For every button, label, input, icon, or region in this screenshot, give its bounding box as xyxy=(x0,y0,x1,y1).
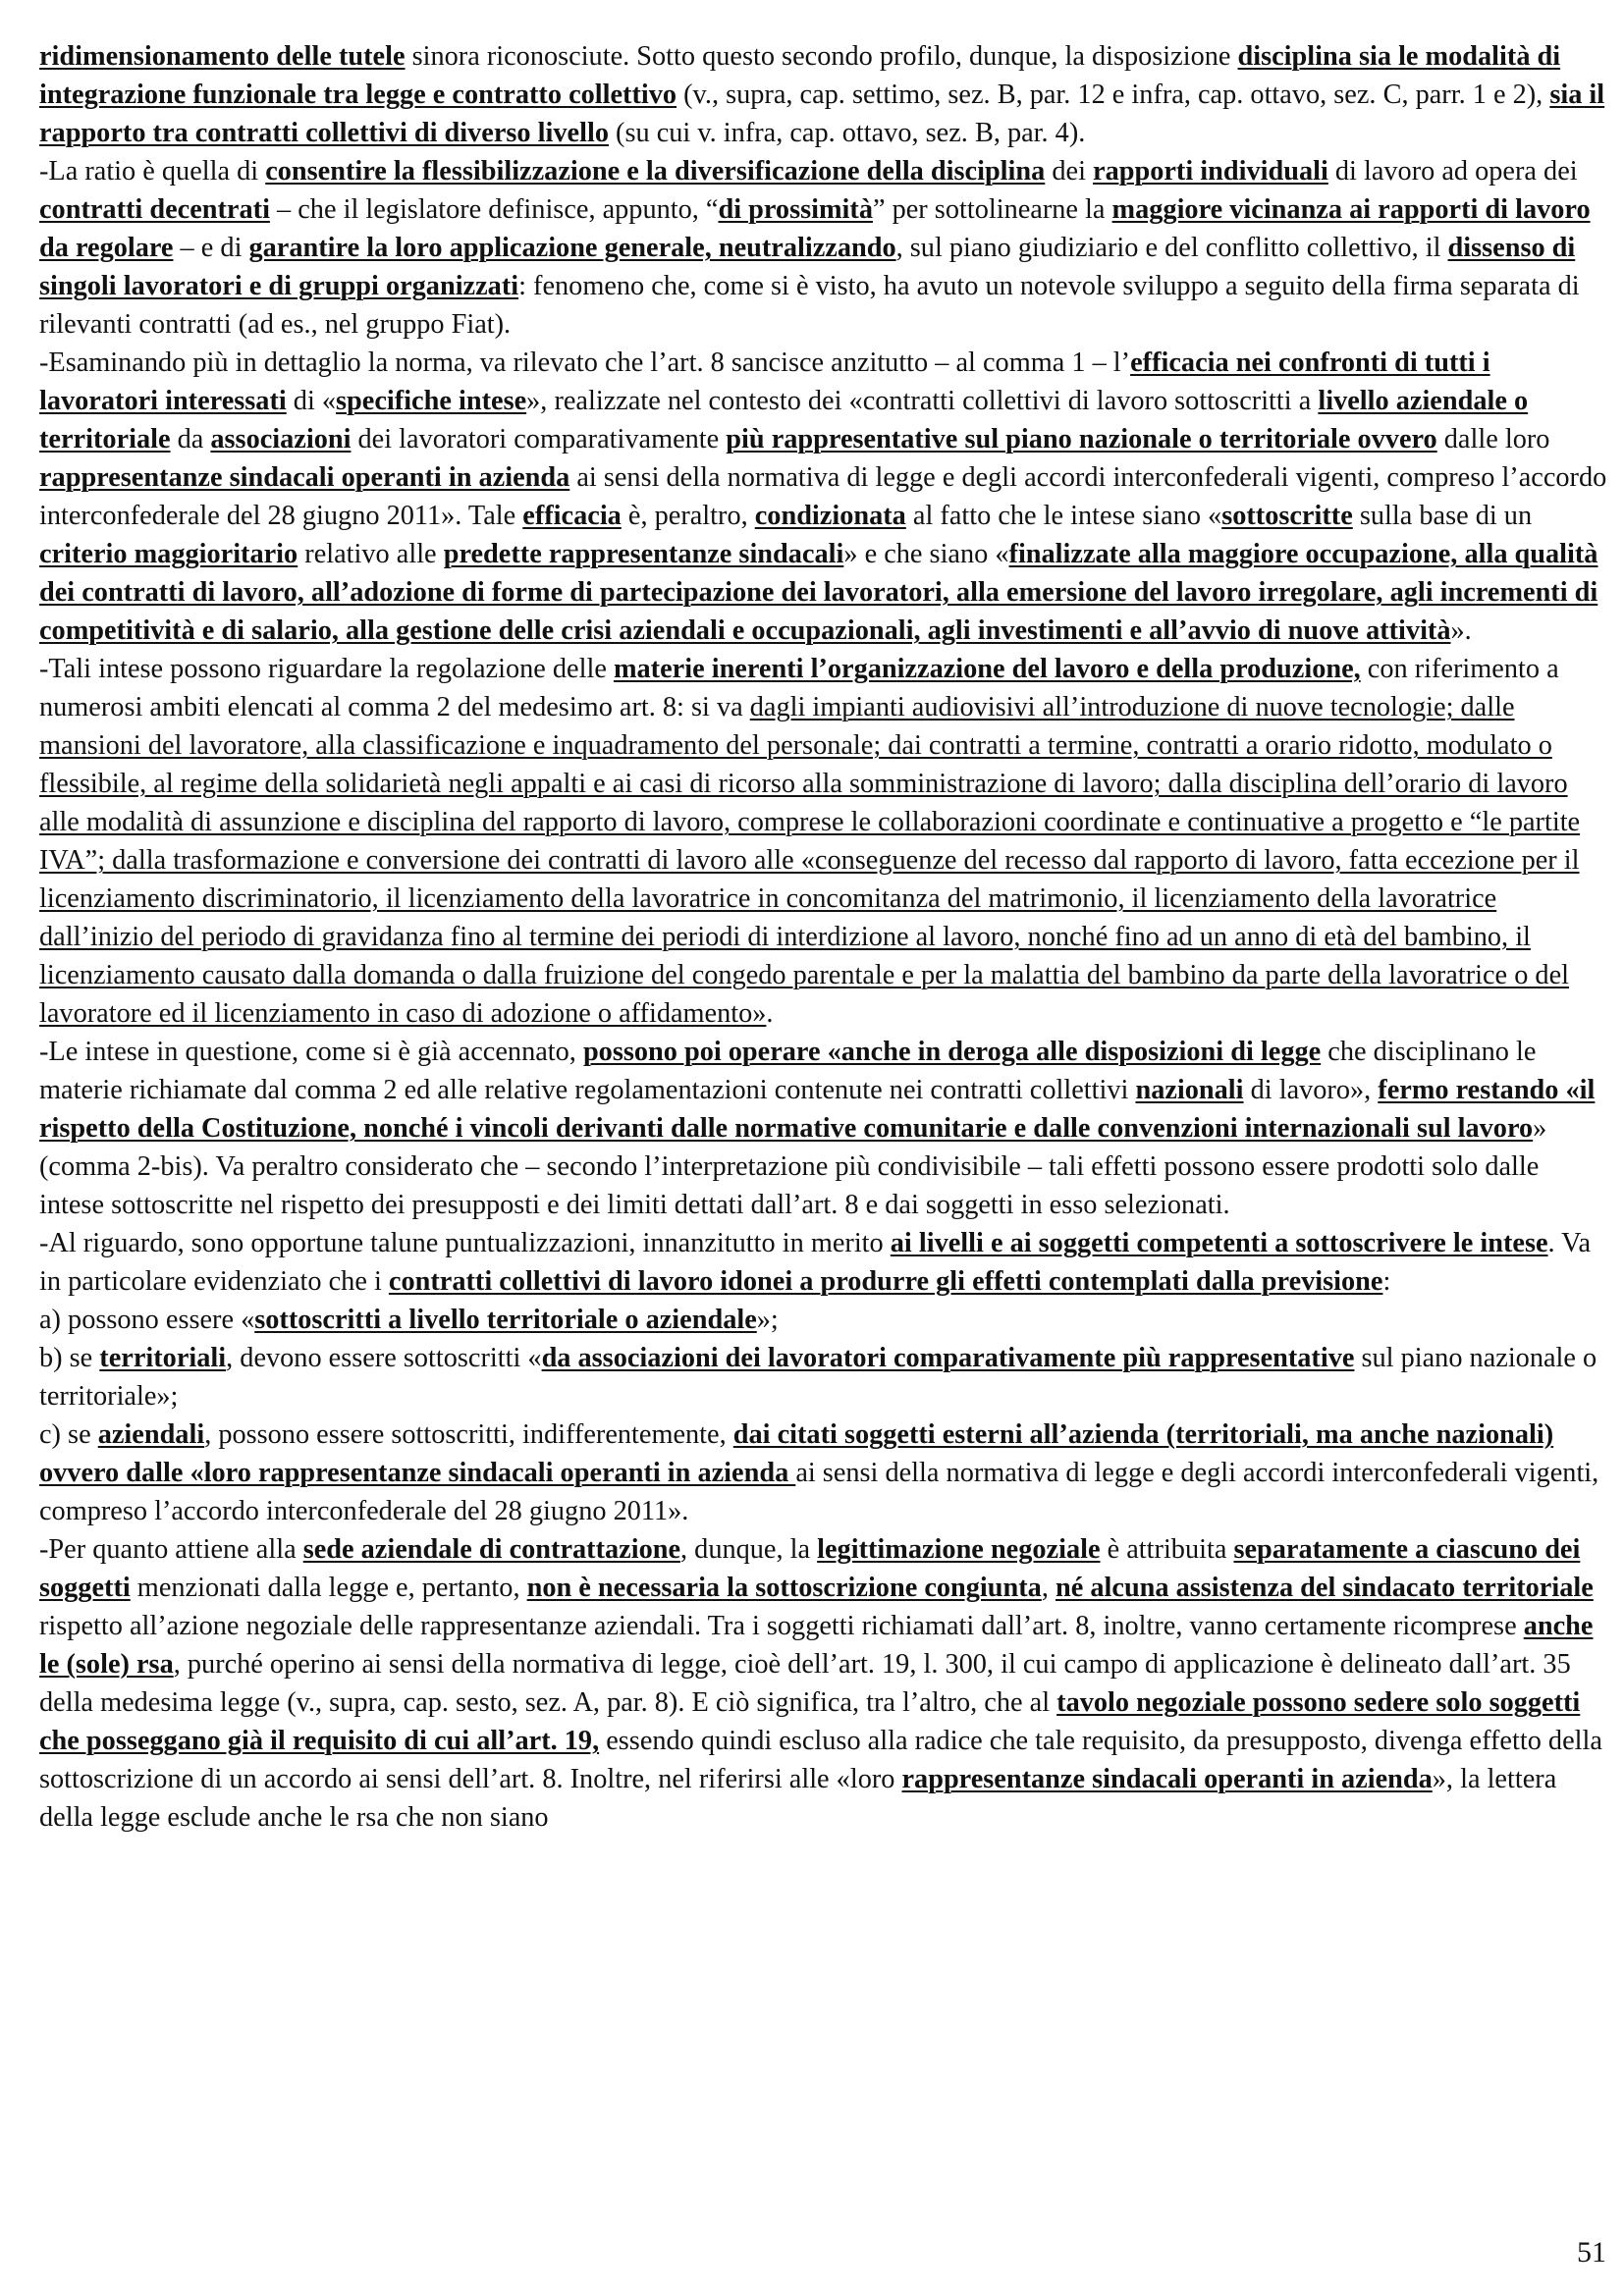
body-text: – e di xyxy=(173,233,249,263)
emphasis-text: separatamente a ciascuno dei soggetti xyxy=(39,1534,1581,1603)
body-text: dei xyxy=(1045,156,1094,187)
body-text: , devono essere sottoscritti « xyxy=(226,1343,542,1373)
body-text: ». xyxy=(1450,615,1472,646)
body-text: : fenomeno che, come si è visto, ha avuto un notevole sviluppo a seguito della firma separata di rilevanti contratti (ad es., nel gruppo Fiat). xyxy=(39,271,1580,340)
paragraph xyxy=(39,152,1608,344)
body-text: ai sensi della normativa di legge e degli accordi interconfederali vigenti, compreso l’accordo interconfederale del 28 giugno 2011». Tale xyxy=(39,462,1607,531)
body-text: dei lavoratori comparativamente xyxy=(351,424,727,454)
body-text: essendo quindi escluso alla radice che tale requisito, da presupposto, divenga effetto della sottoscrizione di un accordo ai sensi dell’art. 8. Inoltre, nel riferirsi alle «loro xyxy=(39,1726,1602,1794)
emphasis-text: rappresentanze sindacali operanti in azienda xyxy=(39,462,570,493)
body-text: (su cui v. infra, cap. ottavo, sez. B, par. 4). xyxy=(608,118,1086,148)
emphasis-text: dissenso di singoli lavoratori e di gruppi organizzati xyxy=(39,233,1576,301)
list-item xyxy=(39,1339,1608,1415)
body-text: è, peraltro, xyxy=(621,501,755,531)
paragraph xyxy=(39,344,1608,650)
paragraph xyxy=(39,37,1608,152)
emphasis-text: rapporti individuali xyxy=(1093,156,1328,187)
emphasis-text: sottoscritte xyxy=(1221,501,1353,531)
emphasis-text: garantire la loro applicazione generale, neutralizzando xyxy=(248,233,896,263)
page-number: 51 xyxy=(1577,2236,1606,2269)
emphasis-text: ai livelli e ai soggetti competenti a sottoscrivere le intese xyxy=(890,1228,1548,1258)
emphasis-text: disciplina sia le modalità di integrazione funzionale tra legge e contratto collettivo xyxy=(39,41,1561,110)
emphasis-text: non è necessaria la sottoscrizione congiunta xyxy=(526,1573,1042,1603)
body-text: -Tali intese possono riguardare la regolazione delle xyxy=(39,654,614,684)
body-text: sulla base di un xyxy=(1352,501,1533,531)
list-item xyxy=(39,1415,1608,1530)
body-text: relativo alle xyxy=(298,539,444,569)
emphasis-text: sia il rapporto tra contratti collettivi di diverso livello xyxy=(39,80,1605,148)
emphasis-text: da associazioni dei lavoratori comparativamente più rappresentative xyxy=(541,1343,1355,1373)
body-text: – che il legislatore definisce, appunto, “ xyxy=(269,194,719,225)
emphasis-text: dai citati soggetti esterni all’azienda (territoriali, ma anche nazionali) ovvero dalle «loro rappresentanze sindacali operanti in azienda xyxy=(39,1419,1554,1488)
body-text: c) se xyxy=(39,1419,98,1450)
emphasis-text: criterio maggioritario xyxy=(39,539,298,569)
emphasis-text: maggiore vicinanza ai rapporti di lavoro da regolare xyxy=(39,194,1591,263)
emphasis-text: fermo restando «il rispetto della Costituzione, nonché i vincoli derivanti dalle normative comunitarie e dalle convenzioni internazionali sul lavoro xyxy=(39,1075,1596,1144)
body-text: al fatto che le intese siano « xyxy=(905,501,1222,531)
emphasis-text: territoriali xyxy=(99,1343,227,1373)
body-text: » e che siano « xyxy=(843,539,1009,569)
list-item xyxy=(39,1301,1608,1339)
body-text: , possono essere sottoscritti, indifferentemente, xyxy=(204,1419,733,1450)
body-text: di lavoro», xyxy=(1243,1075,1379,1105)
body-text: -La ratio è quella di xyxy=(39,156,266,187)
emphasis-text: ridimensionamento delle tutele xyxy=(39,41,406,72)
emphasis-text: sede aziendale di contrattazione xyxy=(302,1534,681,1565)
emphasis-text: aziendali xyxy=(97,1419,205,1450)
body-text: menzionati dalla legge e, pertanto, xyxy=(130,1573,527,1603)
body-text: , sul piano giudiziario e del conflitto collettivo, il xyxy=(895,233,1448,263)
body-text: a) possono essere « xyxy=(39,1305,255,1335)
body-text: è attribuita xyxy=(1100,1534,1234,1565)
body-text: . Va in particolare evidenziato che i xyxy=(39,1228,1592,1297)
body-text: », realizzate nel contesto dei «contratti collettivi di lavoro sottoscritti a xyxy=(526,386,1319,416)
body-text: ai sensi della normativa di legge e degli accordi interconfederali vigenti, compreso l’accordo interconfederale del 28 giugno 2011». xyxy=(39,1458,1599,1526)
body-text: , xyxy=(1041,1573,1056,1603)
body-text: » (comma 2-bis). Va peraltro considerato che – secondo l’interpretazione più condivisibile – tali effetti possono essere prodotti solo dalle intese sottoscritte nel rispetto dei presupposti e dei limiti dettati dall’art. 8 e dai soggetti in esso selezionati. xyxy=(39,1113,1547,1220)
emphasis-text: rappresentanze sindacali operanti in azienda xyxy=(901,1764,1433,1794)
emphasis-text: tavolo negoziale possono sedere solo soggetti che posseggano già il requisito di cui all’art. 19, xyxy=(39,1687,1581,1756)
body-text: (v., supra, cap. settimo, sez. B, par. 12 e infra, cap. ottavo, sez. C, parr. 1 e 2), xyxy=(677,80,1550,110)
body-text: rispetto all’azione negoziale delle rappresentanze aziendali. Tra i soggetti richiamati dall’art. 8, inoltre, vanno certamente ricomprese xyxy=(39,1611,1524,1641)
document-page xyxy=(39,37,1608,1837)
emphasis-text: efficacia nei confronti di tutti i lavoratori interessati xyxy=(39,347,1490,416)
body-text: -Per quanto attiene alla xyxy=(39,1534,303,1565)
body-text: da xyxy=(170,424,211,454)
emphasis-text: efficacia xyxy=(522,501,622,531)
emphasis-text: specifiche intese xyxy=(336,386,527,416)
emphasis-text: materie inerenti l’organizzazione del lavoro e della produzione, xyxy=(613,654,1361,684)
body-text: b) se xyxy=(39,1343,100,1373)
emphasis-text: legittimazione negoziale xyxy=(817,1534,1101,1565)
emphasis-text: possono poi operare «anche in deroga alle disposizioni di legge xyxy=(582,1037,1322,1067)
emphasis-text: contratti decentrati xyxy=(39,194,270,225)
body-text: sinora riconosciute. Sotto questo secondo profilo, dunque, la disposizione xyxy=(405,41,1238,72)
emphasis-text: associazioni xyxy=(210,424,352,454)
body-text: di « xyxy=(286,386,337,416)
paragraph xyxy=(39,1530,1608,1837)
body-text: . xyxy=(766,998,774,1029)
emphasis-text: né alcuna assistenza del sindacato territoriale xyxy=(1056,1573,1594,1603)
body-text: che disciplinano le materie richiamate dal comma 2 ed alle relative regolamentazioni contenute nei contratti collettivi xyxy=(39,1037,1537,1105)
body-text: ” per sottolinearne la xyxy=(872,194,1112,225)
emphasis-text: predette rappresentanze sindacali xyxy=(443,539,844,569)
body-text: con riferimento a numerosi ambiti elencati al comma 2 del medesimo art. 8: si va xyxy=(39,654,1559,722)
emphasis-text: di prossimità xyxy=(718,194,873,225)
emphasis-text: contratti collettivi di lavoro idonei a produrre gli effetti contemplati dalla previsione xyxy=(388,1266,1383,1297)
emphasis-text: consentire la flessibilizzazione e la diversificazione della disciplina xyxy=(265,156,1046,187)
emphasis-text: finalizzate alla maggiore occupazione, alla qualità dei contratti di lavoro, all’adozione di forme di partecipazione dei lavoratori, alla emersione del lavoro irregolare, agli incrementi di competitività e di salario, alla gestione delle crisi aziendali e occupazionali, agli investimenti e all’avvio di nuove attività xyxy=(39,539,1598,646)
body-text: sul piano nazionale o territoriale»; xyxy=(39,1343,1597,1412)
paragraph xyxy=(39,1033,1608,1224)
emphasis-text: più rappresentative sul piano nazionale o territoriale ovvero xyxy=(726,424,1437,454)
body-text: »; xyxy=(756,1305,779,1335)
body-text: -Le intese in questione, come si è già accennato, xyxy=(39,1037,583,1067)
emphasis-text: nazionali xyxy=(1135,1075,1244,1105)
body-text: , dunque, la xyxy=(680,1534,818,1565)
body-text: -Al riguardo, sono opportune talune puntualizzazioni, innanzitutto in merito xyxy=(39,1228,891,1258)
paragraph xyxy=(39,650,1608,1033)
body-text: : xyxy=(1382,1266,1391,1297)
paragraph xyxy=(39,1224,1608,1301)
body-text: -Esaminando più in dettaglio la norma, va rilevato che l’art. 8 sancisce anzitutto – al comma 1 – l’ xyxy=(39,347,1131,378)
body-text: , purché operino ai sensi della normativa di legge, cioè dell’art. 19, l. 300, il cui campo di applicazione è delineato dall’art. 35 della medesima legge (v., supra, cap. sesto, sez. A, par. 8). E ciò significa, tra l’altro, che al xyxy=(39,1649,1571,1718)
body-text: di lavoro ad opera dei xyxy=(1327,156,1578,187)
body-text: dalle loro xyxy=(1436,424,1550,454)
emphasis-text: livello aziendale o territoriale xyxy=(39,386,1529,454)
underlined-text: dagli impianti audiovisivi all’introduzione di nuove tecnologie; dalle mansioni del lavoratore, alla classificazione e inquadramento del personale; dai contratti a termine, contratti a orario ridotto, modulato o flessibile, al regime della solidarietà negli appalti e ai casi di ricorso alla somministrazione di lavoro; dalla disciplina dell’orario di lavoro alle modalità di assunzione e disciplina del rapporto di lavoro, comprese le collaborazioni coordinate e continuative a progetto e “le partite IVA”; dalla trasformazione e conversione dei contratti di lavoro alle «conseguenze del recesso dal rapporto di lavoro, fatta eccezione per il licenziamento discriminatorio, il licenziamento della lavoratrice in concomitanza del matrimonio, il licenziamento della lavoratrice dall’inizio del periodo di gravidanza fino al termine dei periodi di interdizione al lavoro, nonché fino ad un anno di età del bambino, il licenziamento causato dalla domanda o dalla fruizione del congedo parentale e per la malattia del bambino da parte della lavoratrice o del lavoratore ed il licenziamento in caso di adozione o affidamento» xyxy=(39,692,1581,1029)
emphasis-text: sottoscritti a livello territoriale o aziendale xyxy=(254,1305,757,1335)
emphasis-text: condizionata xyxy=(754,501,906,531)
emphasis-text: anche le (sole) rsa xyxy=(39,1611,1594,1680)
body-text: », la lettera della legge esclude anche le rsa che non siano xyxy=(39,1764,1557,1833)
